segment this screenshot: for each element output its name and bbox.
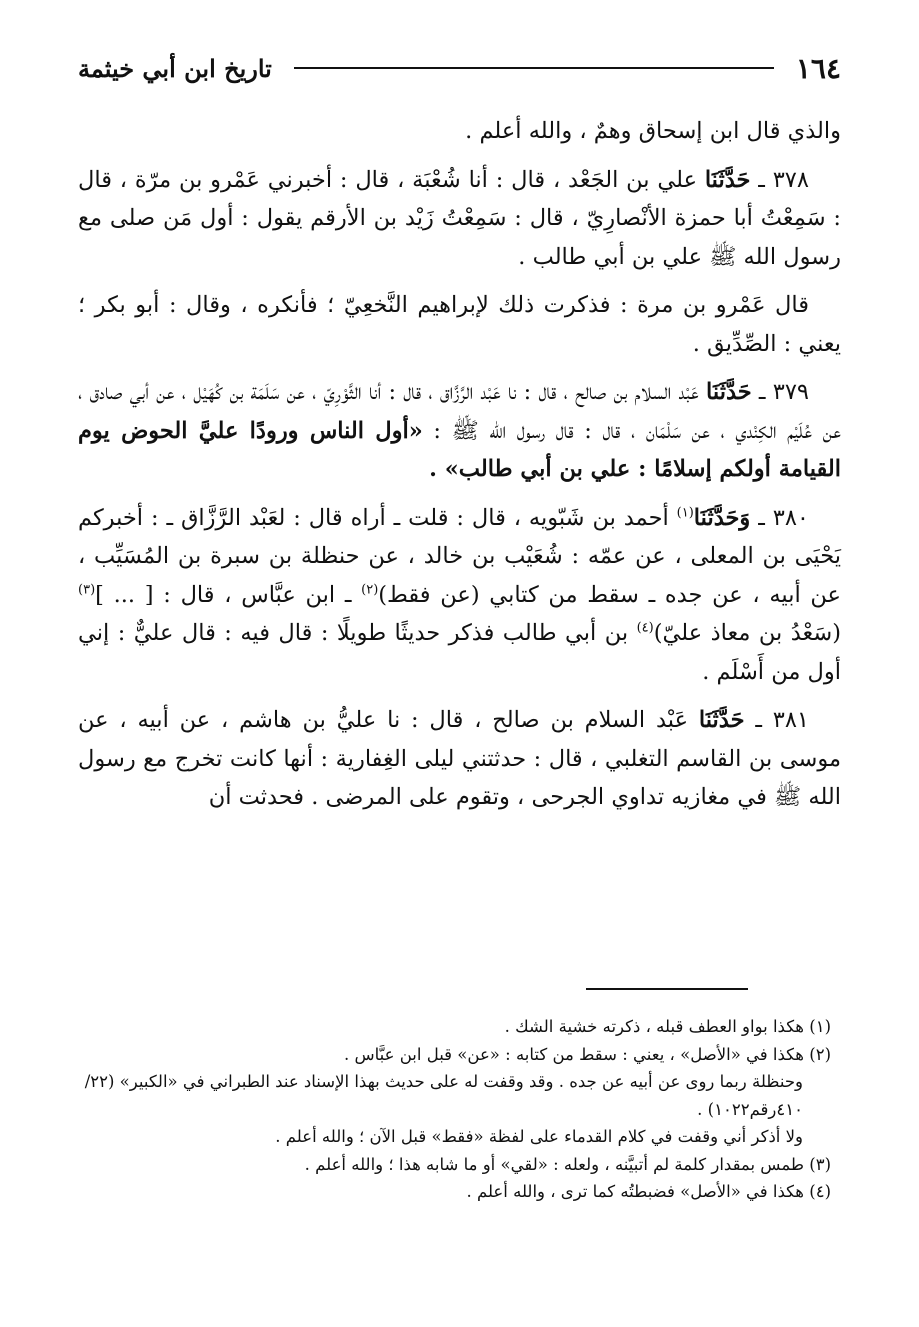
footnote-ref-4: (٤): [636, 620, 654, 636]
narration-keyword: وَحَدَّثَنَا: [693, 504, 751, 531]
footnote-separator: [586, 988, 748, 990]
paragraph-comment: [78, 286, 841, 363]
header-rule: [294, 67, 774, 69]
footnote-2: (٢) هكذا في «الأصل» ، يعني : سقط من كتابه : «عن» قبل ابن عبَّاس .: [343, 1044, 831, 1064]
footnote-1: (١) هكذا بواو العطف قبله ، ذكرته خشية الشك .: [504, 1017, 831, 1036]
page-header: [78, 48, 841, 88]
main-text: [78, 112, 841, 827]
hadith-quote: «أول الناس ورودًا عليَّ الحوض يوم القيامة أولكم إسلامًا : علي بن أبي طالب» .: [78, 417, 841, 482]
footnote-3: (٣) طمس بمقدار كلمة لم أتبيَّنه ، ولعله : «لقي» أو ما شابه هذا ؛ والله أعلم .: [304, 1154, 831, 1174]
paragraph-text-c: (سَعْدُ بن معاذ عليّ): [653, 620, 841, 646]
hadith-number: ٣٧٩ ـ: [758, 379, 810, 405]
footnote-2-note: ولا أذكر أني وقفت في كلام القدماء على لفظة «فقط» قبل الآن ؛ والله أعلم .: [275, 1127, 803, 1146]
paragraph-text: عَبْد السلام بن صالح ، قال : نا عليُّ بن هاشم ، عن أبيه ، عن موسى بن القاسم التغلبي ، قال : حدثتني ليلى الغِفارية : أنها كانت تخرج مع رسول الله ﷺ في مغازيه تداوي الجرحى ، وتقوم على المرضى . فحدثت أن: [78, 707, 841, 810]
footnote-4: (٤) هكذا في «الأصل» فضبطتُه كما ترى ، والله أعلم .: [466, 1182, 831, 1201]
paragraph-text-a: أحمد بن شَبّويه ، قال : قلت ـ أراه قال : لعَبْد الرَّزَّاق ـ : أخبركم يَحْيَى بن المعلى ، عن عمّه : شُعَيْب بن خالد ، عن حنظلة بن سبرة بن المُسَيِّب ، عن أبيه ، عن جده ـ سقط من كتابي (عن فقط): [78, 504, 841, 608]
footnotes: [78, 1013, 831, 1206]
footnote-ref-2: (٢): [361, 582, 379, 597]
hadith-379: [78, 373, 841, 489]
paragraph-text-b: ـ ابن عبَّاس ، قال : [ ... ]: [95, 581, 352, 608]
paragraph-text: والذي قال ابن إسحاق وهمٌ ، والله أعلم .: [465, 118, 841, 144]
hadith-number: ٣٨١ ـ: [755, 707, 810, 733]
hadith-number: ٣٨٠ ـ: [758, 504, 809, 531]
paragraph-closing: [78, 112, 841, 151]
narration-keyword: حَدَّثَنَا: [706, 379, 752, 405]
narration-keyword: حَدَّثَنَا: [698, 707, 745, 733]
hadith-378: [78, 161, 841, 277]
footnote-ref-1: (١): [676, 505, 694, 520]
paragraph-text: عَبْد السلام بن صالح ، قال : نا عَبْد الرَّزَّاق ، قال : أنا الثَّوْرِيّ ، عن سَلَمَة بن كُهَيْل ، عن أبي صادق ، عن عُلَيْم الكِنْدي ، عن سَلْمَان ، قال : قال رسول الله ﷺ :: [78, 379, 842, 444]
book-title: تاريخ ابن أبي خيثمة: [78, 53, 272, 83]
paragraph-text-d: بن أبي طالب فذكر حديثًا طويلًا : قال فيه : قال عليٌّ : إني أول من أَسْلَم .: [78, 620, 841, 685]
paragraph-text: علي بن الجَعْد ، قال : أنا شُعْبَة ، قال : أخبرني عَمْرو بن مرّة ، قال : سَمِعْتُ أبا حمزة الأنْصارِيّ ، قال : سَمِعْتُ زَيْد بن الأرقم يقول : أول مَن صلى مع رسول الله ﷺ علي بن أبي طالب .: [78, 166, 841, 270]
page-number: ١٦٤: [795, 51, 841, 85]
footnote-2-continued: وحنظلة ربما روى عن أبيه عن جده . وقد وقفت له على حديث بهذا الإسناد عند الطبراني في «الكبير» (٢٢/ ٤١٠رقم١٠٢٢) .: [84, 1072, 803, 1119]
footnote-ref-3: (٣): [78, 582, 96, 597]
narration-keyword: حَدَّثَنَا: [704, 166, 751, 193]
hadith-380: [78, 499, 841, 692]
hadith-number: ٣٧٨ ـ: [758, 166, 809, 193]
hadith-381: [78, 701, 841, 817]
paragraph-text: قال عَمْرو بن مرة : فذكرت ذلك لإبراهيم النَّخعِيّ ؛ فأنكره ، وقال : أبو بكر ؛ يعني : الصِّدِّيق .: [78, 292, 841, 357]
